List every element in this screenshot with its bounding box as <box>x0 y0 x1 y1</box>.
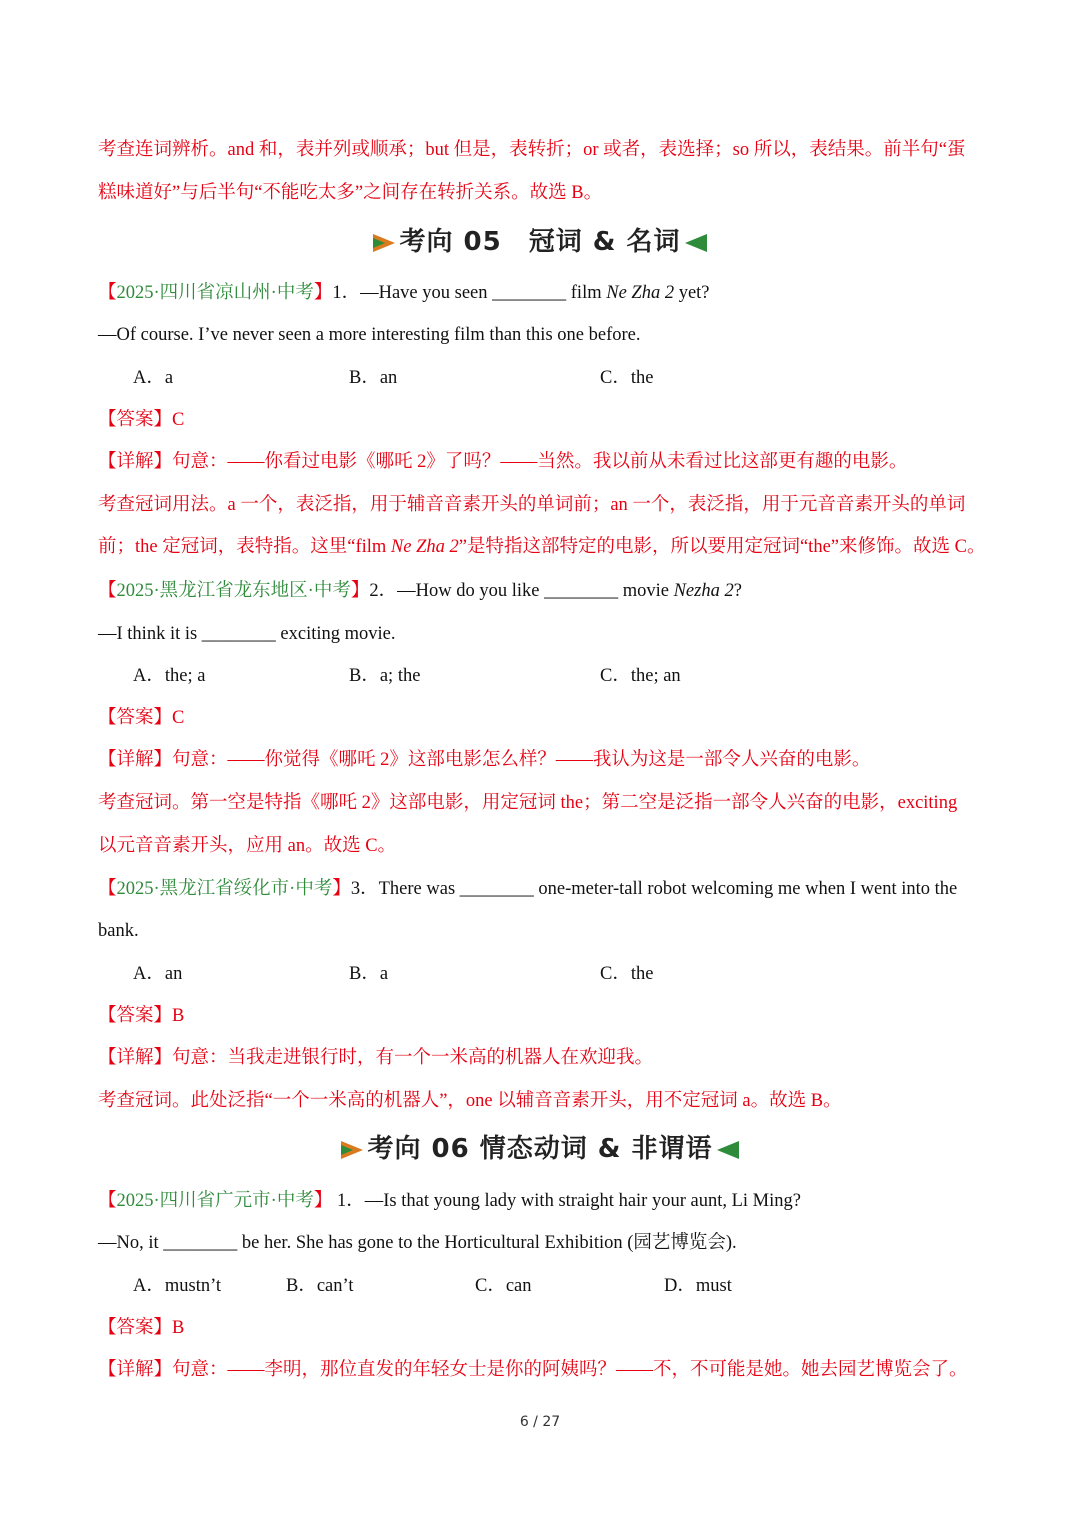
question-stem: 【2025·四川省凉山州·中考】1．—Have you seen ________ film Ne Zha 2 yet? <box>98 283 710 303</box>
question-stem: 【2025·黑龙江省龙东地区·中考】2．—How do you like ________ movie Nezha 2? <box>98 581 742 601</box>
question-stem: —No, it ________ be her. She has gone to the Horticultural Exhibition (园艺博览会). <box>98 1233 737 1253</box>
question-stem: bank. <box>98 921 139 941</box>
analysis-text: 以元音音素开头，应用 an。故选 C。 <box>98 836 397 856</box>
answer-line: 【答案】B <box>98 1006 185 1026</box>
section-title: 考向 06 情态动词 & 非谓语 <box>367 1134 713 1164</box>
option-a: A．the; a <box>133 666 206 686</box>
section-heading <box>0 224 1080 260</box>
arrow-right-icon <box>373 234 395 252</box>
option-b: B．can’t <box>286 1276 354 1296</box>
section-heading <box>0 1131 1080 1167</box>
arrow-left-icon <box>717 1141 739 1159</box>
answer-line: 【答案】B <box>98 1318 185 1338</box>
question-stem: —Of course. I’ve never seen a more interesting film than this one before. <box>98 325 641 345</box>
analysis-text: 糕味道好”与后半句“不能吃太多”之间存在转折关系。故选 B。 <box>98 183 603 203</box>
option-c: C．the <box>600 964 654 984</box>
option-b: B．a; the <box>349 666 421 686</box>
question-stem: —I think it is ________ exciting movie. <box>98 624 396 644</box>
analysis-text: 考查冠词。此处泛指“一个一米高的机器人”，one 以辅音音素开头，用不定冠词 a。故选 B。 <box>98 1091 842 1111</box>
section-title: 考向 05 冠词 & 名词 <box>399 227 681 257</box>
option-c: C．the; an <box>600 666 681 686</box>
page-number: 6 / 27 <box>519 1414 561 1430</box>
option-b: B．an <box>349 368 398 388</box>
option-c: C．the <box>600 368 654 388</box>
explain-line: 【详解】句意：当我走进银行时，有一个一米高的机器人在欢迎我。 <box>98 1048 654 1068</box>
analysis-text: 考查冠词。第一空是特指《哪吒 2》这部电影，用定冠词 the；第二空是泛指一部令人兴奋的电影，exciting <box>98 793 958 813</box>
analysis-text: 考查冠词用法。a 一个，表泛指，用于辅音音素开头的单词前；an 一个，表泛指，用于元音音素开头的单词 <box>98 495 966 515</box>
option-a: A．mustn’t <box>133 1276 222 1296</box>
analysis-text: 前；the 定冠词，表特指。这里“film Ne Zha 2”是特指这部特定的电影，所以要用定冠词“the”来修饰。故选 C。 <box>98 537 986 557</box>
answer-line: 【答案】C <box>98 410 185 430</box>
option-c: C．can <box>475 1276 532 1296</box>
question-source: 2025·黑龙江省绥化市·中考 <box>116 879 333 899</box>
explain-line: 【详解】句意：——你觉得《哪吒 2》这部电影怎么样？——我认为这是一部令人兴奋的电影。 <box>98 750 871 770</box>
question-source: 2025·四川省广元市·中考 <box>116 1191 314 1211</box>
option-d: D．must <box>664 1276 732 1296</box>
option-b: B．a <box>349 964 389 984</box>
question-source: 2025·黑龙江省龙东地区·中考 <box>116 581 351 601</box>
answer-line: 【答案】C <box>98 708 185 728</box>
question-stem: 【2025·四川省广元市·中考】 1．—Is that young lady with straight hair your aunt, Li Ming? <box>98 1191 801 1211</box>
explain-line: 【详解】句意：——你看过电影《哪吒 2》了吗？——当然。我以前从未看过比这部更有趣的电影。 <box>98 452 908 472</box>
question-stem: 【2025·黑龙江省绥化市·中考】3．There was ________ one-meter-tall robot welcoming me when I went into the <box>98 879 958 899</box>
arrow-left-icon <box>685 234 707 252</box>
arrow-right-icon <box>341 1141 363 1159</box>
option-a: A．a <box>133 368 174 388</box>
option-a: A．an <box>133 964 183 984</box>
analysis-text: 考查连词辨析。and 和，表并列或顺承；but 但是，表转折；or 或者，表选择；so 所以，表结果。前半句“蛋 <box>98 140 966 160</box>
question-source: 2025·四川省凉山州·中考 <box>116 283 314 303</box>
explain-line: 【详解】句意：——李明，那位直发的年轻女士是你的阿姨吗？——不，不可能是她。她去园艺博览会了。 <box>98 1360 968 1380</box>
